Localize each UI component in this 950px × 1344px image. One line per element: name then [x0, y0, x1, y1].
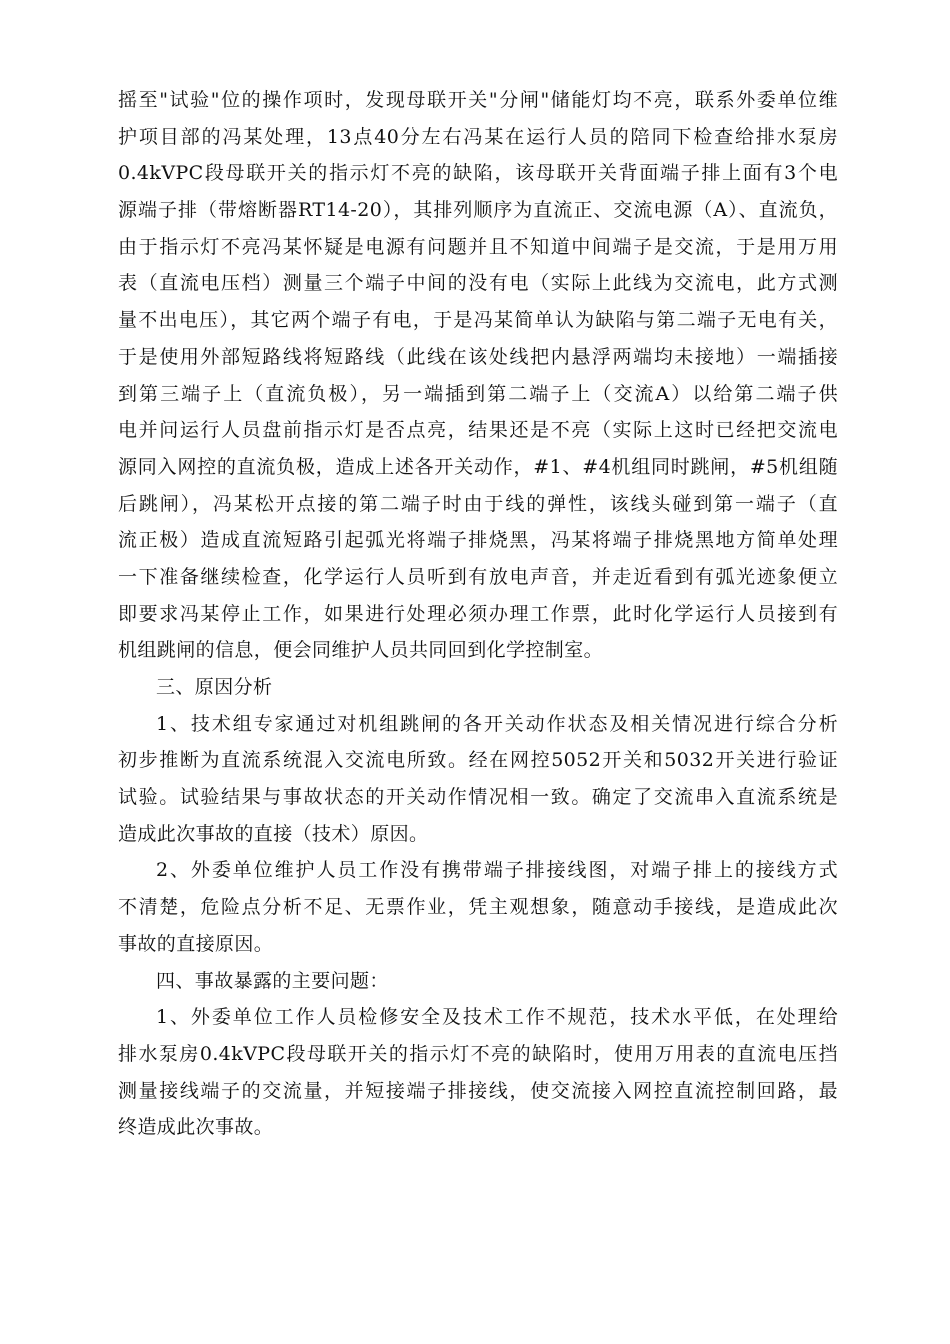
- text-line: 即要求冯某停止工作，如果进行处理必须办理工作票，此时化学运行人员接到有: [118, 602, 838, 625]
- text-line: 测量接线端子的交流量，并短接端子排接线，使交流接入网控直流控制回路，最: [118, 1079, 838, 1102]
- text-line: 机组跳闸的信息，便会同维护人员共同回到化学控制室。: [118, 639, 604, 662]
- text-line: 试验。试验结果与事故状态的开关动作情况相一致。确定了交流串入直流系统是: [118, 786, 838, 809]
- text-line: 到第三端子上（直流负极），另一端插到第二端子上（交流A）以给第二端子供: [118, 382, 838, 405]
- document-body: [118, 82, 838, 1146]
- text-line: 于是使用外部短路线将短路线（此线在该处线把内悬浮两端均未接地）一端插接: [118, 345, 838, 368]
- text-line: 摇至"试验"位的操作项时，发现母联开关"分闸"储能灯均不亮，联系外委单位维: [118, 89, 838, 111]
- text-line: 事故的直接原因。: [118, 932, 274, 955]
- text-line: 终造成此次事故。: [118, 1116, 274, 1139]
- text-line: 初步推断为直流系统混入交流电所致。经在网控5052开关和5032开关进行验证: [118, 749, 838, 772]
- text-line: 流正极）造成直流短路引起弧光将端子排烧黑，冯某将端子排烧黑地方简单处理: [118, 529, 838, 552]
- text-line: 护项目部的冯某处理，13点40分左右冯某在运行人员的陪同下检查给排水泵房: [118, 125, 838, 148]
- text-line: 表（直流电压档）测量三个端子中间的没有电（实际上此线为交流电，此方式测: [118, 272, 838, 295]
- text-line: 排水泵房0.4kVPC段母联开关的指示灯不亮的缺陷时，使用万用表的直流电压挡: [118, 1042, 838, 1065]
- paragraph-first-line: 1、技术组专家通过对机组跳闸的各开关动作状态及相关情况进行综合分析: [156, 712, 838, 735]
- text-line: 量不出电压），其它两个端子有电，于是冯某简单认为缺陷与第二端子无电有关，: [118, 309, 838, 332]
- text-line: 0.4kVPC段母联开关的指示灯不亮的缺陷，该母联开关背面端子排上面有3个电: [118, 162, 838, 185]
- paragraph-first-line: 2、外委单位维护人员工作没有携带端子排接线图，对端子排上的接线方式: [156, 859, 838, 882]
- text-line: 电并问运行人员盘前指示灯是否点亮，结果还是不亮（实际上这时已经把交流电: [118, 419, 838, 442]
- paragraph-first-line: 三、原因分析: [156, 676, 273, 698]
- text-line: 一下准备继续检查，化学运行人员听到有放电声音，并走近看到有弧光迹象便立: [118, 565, 838, 588]
- text-line: 造成此次事故的直接（技术）原因。: [118, 822, 429, 845]
- text-line: 源端子排（带熔断器RT14-20），其排列顺序为直流正、交流电源（A）、直流负，: [118, 199, 838, 222]
- paragraph-first-line: 四、事故暴露的主要问题：: [156, 969, 389, 992]
- text-line: 不清楚，危险点分析不足、无票作业，凭主观想象，随意动手接线，是造成此次: [118, 896, 838, 919]
- paragraph-first-line: 1、外委单位工作人员检修安全及技术工作不规范，技术水平低，在处理给: [156, 1006, 838, 1029]
- text-line: 源同入网控的直流负极，造成上述各开关动作，#1、#4机组同时跳闸，#5机组随: [118, 455, 838, 478]
- text-line: 由于指示灯不亮冯某怀疑是电源有问题并且不知道中间端子是交流，于是用万用: [118, 235, 838, 258]
- text-line: 后跳闸），冯某松开点接的第二端子时由于线的弹性，该线头碰到第一端子（直: [118, 492, 838, 515]
